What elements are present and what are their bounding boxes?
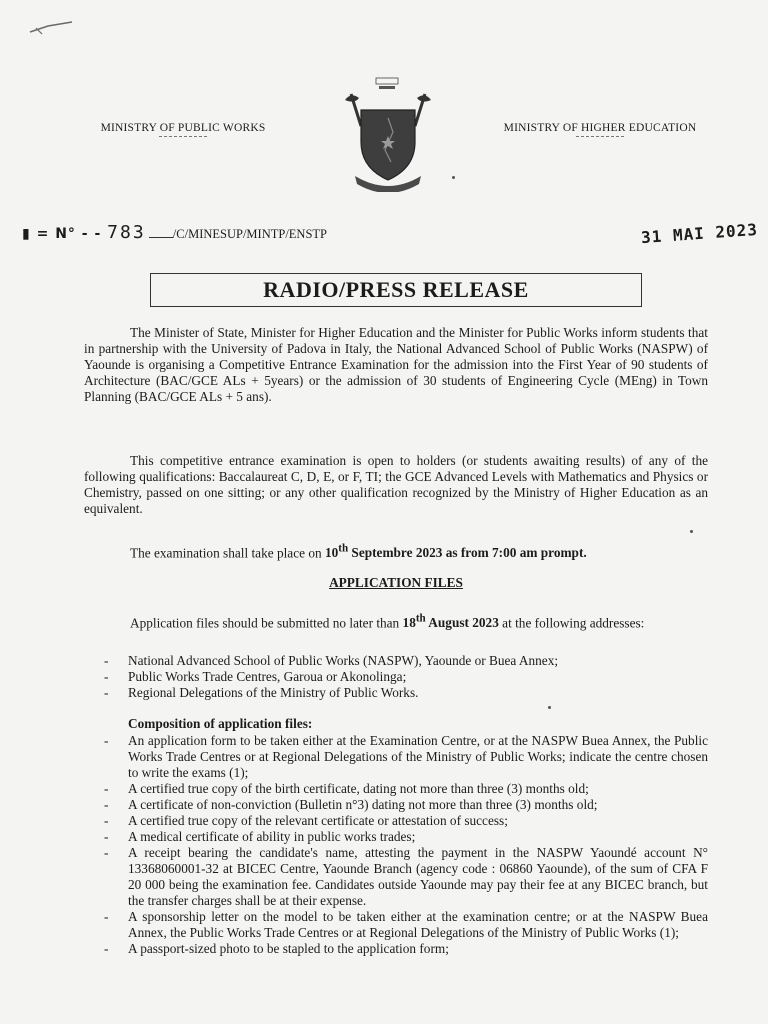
eligibility-paragraph: This competitive entrance examination is open to holders (or students awaiting results) of any of the following qualifications: Baccalaureat C, D, E, or F, TI; the GCE Advanced Levels with Mathematics and Physics or Chemistry, passed on one sitting; or any other qualification recognized by the Ministry of Higher Education as an equivalent. [84,453,708,516]
list-item: - A passport-sized photo to be stapled to the application form; [84,941,708,957]
list-item: - An application form to be taken either at the Examination Centre, or at the NASPW Buea Annex, the Public Works Trade Centres or at Regional Delegations of the Ministry of Public Works; indicate the centre chosen to write the exams (1); [84,733,708,781]
coat-of-arms-icon [333,76,443,192]
reference-prefix: N° [55,226,76,242]
page-title: RADIO/PRESS RELEASE [263,277,529,302]
scan-speck [548,706,551,709]
ministry-left-underline [159,136,207,137]
application-files-heading: APPLICATION FILES [329,575,463,590]
composition-title: Composition of application files: [128,716,313,731]
scan-speck [452,176,455,179]
reference-dashes: - - [75,226,108,242]
date-stamp: 31 MAI 2023 [640,219,759,248]
exam-date-rest: Septembre 2023 as from 7:00 am prompt. [348,545,587,561]
submission-day: 18 [402,615,416,631]
ministry-left-label [88,122,278,137]
ministry-left-text: MINISTRY OF PUBLIC WORKS [100,122,266,134]
list-item: - Regional Delegations of the Ministry of Public Works. [84,685,708,701]
reference-mark: ▮ = [22,226,56,242]
submission-paragraph [84,611,708,631]
ministry-right-label [490,122,710,137]
list-item: - A medical certificate of ability in public works trades; [84,829,708,845]
submission-date: August 2023 [425,615,499,631]
exam-date-sup: th [338,543,349,555]
title-box [150,273,642,307]
ministry-right-text: MINISTRY OF HIGHER EDUCATION [503,122,697,134]
list-item: - A certificate of non-conviction (Bulletin n°3) dating not more than three (3) months old; [84,797,708,813]
reference-blank [149,237,173,238]
scan-speck [690,530,693,533]
scan-mark-icon [28,18,76,38]
composition-list [84,733,708,957]
list-item: - A certified true copy of the birth certificate, dating not more than three (3) months old; [84,781,708,797]
list-item: - A certified true copy of the relevant certificate or attestation of success; [84,813,708,829]
list-item: - National Advanced School of Public Works (NASPW), Yaounde or Buea Annex; [84,653,708,669]
intro-paragraph: The Minister of State, Minister for Higher Education and the Minister for Public Works inform students that in partnership with the University of Padova in Italy, the National Advanced School of Public Works (NASPW) of Yaounde is organising a Competitive Entrance Examination for the admission into the First Year of 90 students of Architecture (BAC/GCE ALs + 5years) or the admission of 30 students of Engineering Cycle (MEng) in Town Planning (BAC/GCE ALs + 5 ans). [84,325,708,404]
submission-prefix: Application files should be submitted no later than [130,615,403,631]
submission-sup: th [415,613,426,625]
reference-suffix: /C/MINESUP/MINTP/ENSTP [172,227,327,241]
reference-line [22,222,327,243]
list-item: - A sponsorship letter on the model to be taken either at the examination centre; or at the NASPW Buea Annex, the Public Works Trade Centres or at Regional Delegations of the Ministry of Public Works (1); [84,909,708,941]
list-item: - A receipt bearing the candidate's name, attesting the payment in the NASPW Yaoundé account N° 13368060001-32 at BICEC Centre, Yaounde Branch (agency code : 06860 Yaounde), of the sum of CFA F 20 000 being the examination fee. Candidates outside Yaounde may pay their fee at any BICEC branch, but the transfer charges shall be at their expense. [84,845,708,909]
address-list [84,653,708,701]
ministry-right-underline [576,136,624,137]
reference-number: 783 [107,222,146,243]
exam-date-day: 10 [324,545,339,561]
list-item: - Public Works Trade Centres, Garoua or Akonolinga; [84,669,708,685]
exam-date-prefix: The examination shall take place on [130,545,325,561]
submission-suffix: at the following addresses: [498,615,645,631]
exam-date-paragraph [84,541,708,561]
